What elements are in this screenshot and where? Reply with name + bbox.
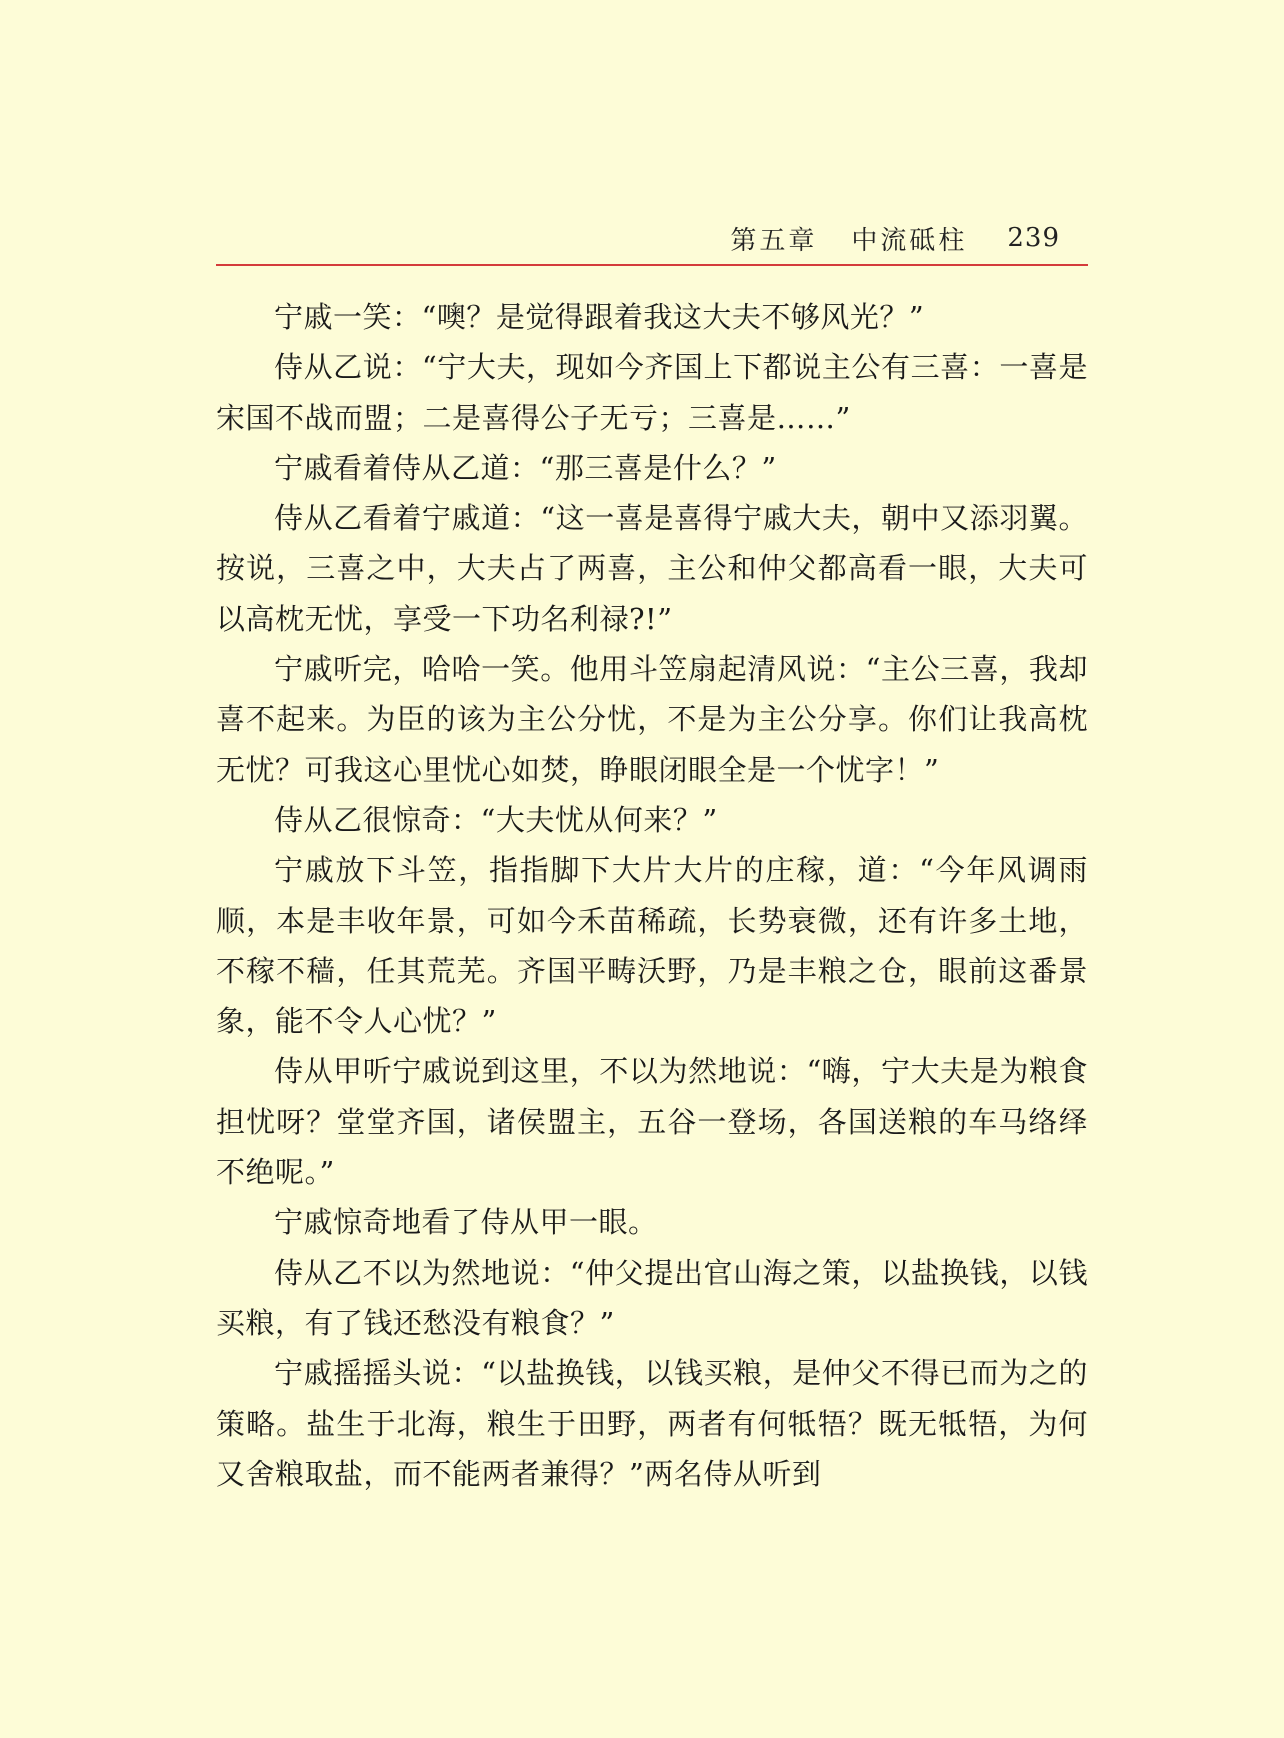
running-head [730, 220, 1060, 256]
paragraph: 宁戚一笑：“噢？是觉得跟着我这大夫不够风光？” [274, 300, 925, 334]
header-rule [216, 264, 1088, 266]
paragraph: 宁戚听完，哈哈一笑。他用斗笠扇起清风说：“主公三喜，我却喜不起来。为臣的该为主公分忧，不是为主公分享。你们让我高枕无忧？可我这心里忧心如焚，睁眼闭眼全是一个忧字！” [216, 652, 1088, 787]
chapter-label: 第五章 [730, 225, 818, 256]
page-number: 239 [1007, 223, 1060, 253]
body-text [216, 292, 1088, 1499]
paragraph: 宁戚看着侍从乙道：“那三喜是什么？” [274, 450, 777, 485]
paragraph: 侍从甲听宁戚说到这里，不以为然地说：“嗨，宁大夫是为粮食担忧呀？堂堂齐国，诸侯盟主，五谷一登场，各国送粮的车马络绎不绝呢。” [216, 1054, 1088, 1190]
paragraph: 侍从乙很惊奇：“大夫忧从何来？” [274, 802, 718, 837]
chapter-title: 中流砥柱 [851, 225, 968, 256]
paragraph: 侍从乙说：“宁大夫，现如今齐国上下都说主公有三喜：一喜是宋国不战而盟；二是喜得公子无亏；三喜是……” [216, 350, 1088, 435]
book-page [216, 0, 1088, 1738]
paragraph: 宁戚放下斗笠，指指脚下大片大片的庄稼，道：“今年风调雨顺，本是丰收年景，可如今禾苗稀疏，长势衰微，还有许多土地，不稼不穑，任其荒芜。齐国平畴沃野，乃是丰粮之仓，眼前这番景象，能不令人心忧？” [216, 853, 1088, 1039]
paragraph: 侍从乙看着宁戚道：“这一喜是喜得宁戚大夫，朝中又添羽翼。按说，三喜之中，大夫占了两喜，主公和仲父都高看一眼，大夫可以高枕无忧，享受一下功名利禄?!” [216, 501, 1088, 636]
paragraph: 宁戚惊奇地看了侍从甲一眼。 [274, 1205, 658, 1240]
paragraph: 侍从乙不以为然地说：“仲父提出官山海之策，以盐换钱，以钱买粮，有了钱还愁没有粮食？” [216, 1255, 1088, 1340]
paragraph: 宁戚摇摇头说：“以盐换钱，以钱买粮，是仲父不得已而为之的策略。盐生于北海，粮生于田野，两者有何牴牾？既无牴牾，为何又舍粮取盐，而不能两者兼得？”两名侍从听到 [216, 1356, 1088, 1491]
